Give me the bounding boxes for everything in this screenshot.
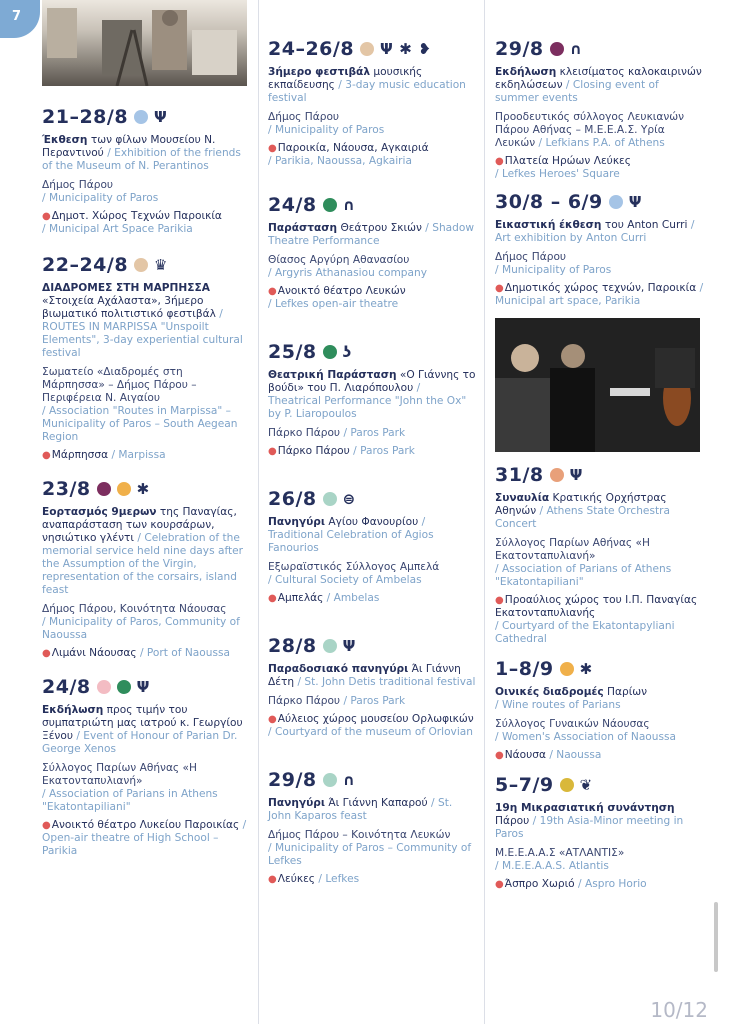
event-title: 19η Μικρασιατική συνάντηση [495, 802, 675, 814]
event-organizer: Σωματείο «Διαδρομές στη Μάρπησσα» – Δήμος Πάρου – Περιφέρεια Ν. Αιγαίου [42, 366, 197, 404]
event-location-en: Parikia, Naoussa, Agkairia [274, 155, 412, 167]
event-organizer: Σύλλογος Γυναικών Νάουσας [495, 718, 650, 730]
arch-icon: ∩ [342, 196, 356, 214]
flower-icon: ❦ [579, 776, 593, 794]
event-organizer: Προοδευτικός σύλλογος Λευκιανών Πάρου Αθήνας – Μ.Ε.Ε.Α.Σ. Υρία Λευκών [495, 111, 685, 149]
category-dot [323, 639, 337, 653]
location-pin-icon: ● [495, 750, 504, 761]
event-location: Αύλειος χώρος μουσείου Ορλωφικών [277, 713, 474, 725]
location-pin-icon: ● [495, 595, 504, 606]
event-location-en: Lefkes Heroes' Square [501, 168, 620, 180]
event-date: 29/8 [495, 38, 544, 60]
event-organizer: Δήμος Πάρου [495, 251, 567, 263]
event-location-en: Municipal art space, Parikia [495, 295, 641, 307]
event-date: 21–28/8 [42, 106, 129, 128]
event-31-8: 31/8 Ψ Συναυλία Κρατικής Ορχήστρας Αθηνών / Athens State Orchestra Concert Σύλλογος Παρίων Αθήνας «Η Εκατονταπυλιανή» / Association of Parians of Athens "Ekatontapiliani" ●Προαύλιος χώρος του Ι.Π. Παναγίας Εκατονταπυλιανής / Courtyard of the Ekatontapyliani Cathedral [495, 464, 698, 645]
event-organizer: Δήμος Πάρου [268, 111, 340, 123]
event-29-8-closing: 29/8 ∩ Εκδήλωση κλεισίματος καλοκαιρινών εκδηλώσεων / Closing event of summer events Προοδευτικός σύλλογος Λευκιανών Πάρου Αθήνας – Μ.Ε.Ε.Α.Σ. Υρία Λευκών / Lefkians P.A. of Athens ●Πλατεία Ηρώων Λεύκες / Lefkes Heroes' Square [495, 38, 702, 180]
category-dot [117, 482, 131, 496]
event-date: 25/8 [268, 341, 317, 363]
event-title: Συναυλία [495, 492, 550, 504]
event-location-en: Municipal Art Space Parikia [48, 223, 193, 235]
art-icon: Ψ [380, 40, 394, 58]
event-organizer-en: Association of Parians in Athens "Ekatontapiliani" [42, 788, 218, 813]
event-title-en: Closing event of summer events [495, 79, 659, 104]
category-dot [609, 195, 623, 209]
category-dot [323, 773, 337, 787]
event-location: Μάρπησσα [51, 449, 109, 461]
event-location: Άσπρο Χωριό [504, 878, 575, 890]
event-organizer-en: Municipality of Paros, Community of Naoussa [42, 616, 240, 641]
event-22-24-8: 22–24/8 ♛ ΔΙΑΔΡΟΜΕΣ ΣΤΗ ΜΑΡΠΗΣΣΑ «Στοιχεία Αχάλαστα», 3ήμερο βιωματικό πολιτιστικό φεστιβάλ / ROUTES IN MARPISSA "Unspoilt Elements", 3-day experiential cultural festival Σωματείο «Διαδρομές στη Μάρπησσα» – Δήμος Πάρου – Περιφέρεια Ν. Αιγαίου / Association "Routes in Marpissa" – Municipality of Paros – South Aegean Region ●Μάρπησσα / Marpissa [42, 254, 243, 461]
event-organizer-en: Paros Park [350, 695, 406, 707]
event-date: 31/8 [495, 464, 544, 486]
event-location-en: Ambelas [333, 592, 380, 604]
event-29-8-kaparos: 29/8 ∩ Πανηγύρι Άι Γιάννη Καπαρού / St. John Kaparos feast Δήμος Πάρου – Κοινότητα Λευκών / Municipality of Paros – Community of Lefkes ●Λεύκες / Lefkes [268, 769, 472, 885]
event-title: Εκδήλωση [42, 704, 104, 716]
category-dot [560, 662, 574, 676]
event-organizer: Δήμος Πάρου, Κοινότητα Νάουσας [42, 603, 227, 615]
category-dot [550, 42, 564, 56]
column-3 [495, 0, 705, 1024]
event-title-rest: «Ο Γιάννης το βούδι» του Π. Λιαρόπουλου [268, 369, 476, 394]
event-date: 29/8 [268, 769, 317, 791]
event-organizer: Πάρκο Πάρου [268, 427, 341, 439]
event-title-rest: του Anton Curri [601, 219, 688, 231]
event-title: Πανηγύρι [268, 797, 325, 809]
column-divider [484, 0, 485, 1024]
event-title-rest: Κρατικής Ορχήστρας Αθηνών [495, 492, 667, 517]
event-title-rest: Παρίων [603, 686, 648, 698]
event-date: 5–7/9 [495, 774, 554, 796]
category-dot [117, 680, 131, 694]
art-icon: Ψ [628, 193, 642, 211]
event-title: Έκθεση [42, 134, 88, 146]
event-date: 1–8/9 [495, 658, 554, 680]
event-28-8: 28/8 Ψ Παραδοσιακό πανηγύρι Άι Γιάννη Δέτη / St. John Detis traditional festival Πάρκο Πάρου / Paros Park ●Αύλειος χώρος μουσείου Ορλωφικών / Courtyard of the museum of Orlovian [268, 635, 476, 738]
event-title: ΔΙΑΔΡΟΜΕΣ ΣΤΗ ΜΑΡΠΗΣΣΑ [42, 282, 210, 294]
column-2 [268, 0, 476, 1024]
event-title-rest: Άι Γιάννη Δέτη [268, 663, 461, 688]
category-dot [550, 468, 564, 482]
event-organizer-en: Association of Parians of Athens "Ekatontapiliani" [495, 563, 672, 588]
event-organizer-en: Municipality of Paros [501, 264, 612, 276]
art-icon: Ψ [569, 466, 583, 484]
event-title-rest: προς τιμήν του συμπατριώτη μας ιατρού κ. Γεωργίου Ξένου [42, 704, 243, 742]
page-counter: 10/12 [650, 998, 708, 1022]
event-organizer: Σύλλογος Παρίων Αθήνας «Η Εκατονταπυλιανή» [495, 537, 650, 562]
event-organizer-en: Women's Association of Naoussa [501, 731, 677, 743]
event-location-en: Courtyard of the museum of Orlovian [274, 726, 473, 738]
art-icon: Ψ [342, 637, 356, 655]
event-title-rest: «Στοιχεία Αχάλαστα», 3ήμερο βιωματικό πολιτιστικό φεστιβάλ [42, 295, 216, 320]
museum-photo [42, 0, 247, 86]
drum-icon: ⊜ [342, 490, 356, 508]
location-pin-icon: ● [268, 593, 277, 604]
column-divider [258, 0, 259, 1024]
location-pin-icon: ● [268, 143, 277, 154]
event-23-8: 23/8 ✱ Εορτασμός 9μερων της Παναγίας, αναπαράσταση των κουρσάρων, νησιώτικο γλέντι / Celebration of the memorial service held nine days after the Assumption of the Virgin, representation of the corsairs, island feast Δήμος Πάρου, Κοινότητα Νάουσας / Municipality of Paros, Community of Naoussa ●Λιμάνι Νάουσας / Port of Naoussa [42, 478, 244, 659]
event-location: Αμπελάς [277, 592, 324, 604]
event-title-rest: κλεισίματος καλοκαιρινών εκδηλώσεων [495, 66, 702, 91]
category-dot [134, 110, 148, 124]
page-badge: 7 [0, 0, 40, 38]
event-date: 30/8 – 6/9 [495, 191, 603, 213]
event-organizer: Θίασος Αργύρη Αθανασίου [268, 254, 410, 266]
star-icon: ✱ [579, 660, 593, 678]
event-organizer: Μ.Ε.Ε.Α.Α.Σ «ΑΤΛΑΝΤΙΣ» [495, 847, 625, 859]
event-organizer-en: Argyris Athanasiou company [274, 267, 428, 279]
event-title-rest: μουσικής εκπαίδευσης [268, 66, 423, 91]
event-title: Εκδήλωση [495, 66, 557, 78]
event-organizer: Εξωραϊστικός Σύλλογος Αμπελά [268, 561, 440, 573]
art-icon: Ψ [136, 678, 150, 696]
event-title-en: Celebration of the memorial service held nine days after the Assumption of the Virgin, representation of the corsairs, island feast [42, 532, 244, 596]
column-1 [42, 0, 248, 1024]
event-24-8-honour: 24/8 Ψ Εκδήλωση προς τιμήν του συμπατριώτη μας ιατρού κ. Γεωργίου Ξένου / Event of Honour of Parian Dr. George Xenos Σύλλογος Παρίων Αθήνας «Η Εκατονταπυλιανή» / Association of Parians in Athens "Ekatontapiliani" ●Ανοικτό θέατρο Λυκείου Παροικίας / Open-air theatre of High School – Parikia [42, 676, 247, 857]
category-dot [97, 482, 111, 496]
event-location: Νάουσα [504, 749, 546, 761]
event-title-en: Event of Honour of Parian Dr. George Xenos [42, 730, 238, 755]
event-date: 24–26/8 [268, 38, 355, 60]
scrollbar[interactable] [714, 902, 718, 972]
event-location-en: Lefkes [325, 873, 360, 885]
star-icon: ✱ [136, 480, 150, 498]
location-pin-icon: ● [268, 714, 277, 725]
category-dot [323, 345, 337, 359]
event-title-rest: της Παναγίας, αναπαράσταση των κουρσάρων, νησιώτικο γλέντι [42, 506, 237, 544]
location-pin-icon: ● [495, 879, 504, 890]
event-title-en: Traditional Celebration of Agios Fanourios [268, 529, 434, 554]
event-title-en: ROUTES IN MARPISSA "Unspoilt Elements", 3-day experiential cultural festival [42, 321, 243, 359]
event-title-en: 3-day music education festival [268, 79, 466, 104]
arch-icon: ∩ [342, 771, 356, 789]
event-1-8-9: 1–8/9 ✱ Οινικές διαδρομές Παρίων / Wine routes of Parians Σύλλογος Γυναικών Νάουσας / Women's Association of Naoussa ●Νάουσα / Naoussa [495, 658, 677, 761]
event-title-en: Art exhibition by Anton Curri [495, 232, 647, 244]
event-21-28-8: 21–28/8 Ψ Έκθεση των φίλων Μουσείου Ν. Περαντινού / Exhibition of the friends of the Museum of N. Perantinos Δήμος Πάρου / Municipality of Paros ●Δημοτ. Χώρος Τεχνών Παροικία / Municipal Art Space Parikia [42, 106, 241, 235]
event-organizer: Δήμος Πάρου – Κοινότητα Λευκών [268, 829, 451, 841]
event-location: Λεύκες [277, 873, 316, 885]
event-title-rest: Άι Γιάννη Καπαρού [324, 797, 428, 809]
arch-icon: ∩ [569, 40, 583, 58]
category-dot [323, 492, 337, 506]
event-title-en: St. John Detis traditional festival [304, 676, 476, 688]
category-dot [360, 42, 374, 56]
event-organizer-en: Cultural Society of Ambelas [274, 574, 422, 586]
event-location: Πάρκο Πάρου [277, 445, 350, 457]
category-dot [323, 198, 337, 212]
event-title: Θεατρική Παράσταση [268, 369, 397, 381]
art-icon: Ψ [154, 108, 168, 126]
event-organizer-en: Paros Park [350, 427, 406, 439]
event-location: Προαύλιος χώρος του Ι.Π. Παναγίας Εκατονταπυλιανής [495, 594, 698, 619]
event-date: 22–24/8 [42, 254, 129, 276]
location-pin-icon: ● [42, 648, 51, 659]
event-title-rest: των φίλων Μουσείου Ν. Περαντινού [42, 134, 216, 159]
event-location-en: Paros Park [360, 445, 415, 457]
event-organizer: Πάρκο Πάρου [268, 695, 341, 707]
event-date: 24/8 [42, 676, 91, 698]
event-location-en: Marpissa [118, 449, 166, 461]
event-location: Δημοτικός χώρος τεχνών, Παροικία [504, 282, 697, 294]
crown-icon: ♛ [154, 256, 168, 274]
event-title-en: Shadow Theatre Performance [268, 222, 475, 247]
event-title-en: St. John Kaparos feast [268, 797, 453, 822]
event-title: 3ήμερο φεστιβάλ [268, 66, 371, 78]
location-pin-icon: ● [495, 283, 504, 294]
event-location: Παροικία, Νάουσα, Αγκαιριά [277, 142, 429, 154]
star-icon: ✱ [399, 40, 413, 58]
location-pin-icon: ● [42, 820, 51, 831]
location-pin-icon: ● [42, 211, 51, 222]
event-title: Οινικές διαδρομές [495, 686, 604, 698]
location-pin-icon: ● [268, 286, 277, 297]
event-date: 24/8 [268, 194, 317, 216]
event-date: 23/8 [42, 478, 91, 500]
location-pin-icon: ● [268, 874, 277, 885]
event-date: 28/8 [268, 635, 317, 657]
event-title-rest: Αγίου Φανουρίου [324, 516, 419, 528]
event-title-rest: Θεάτρου Σκιών [337, 222, 422, 234]
event-organizer-en: Municipality of Paros [274, 124, 385, 136]
event-30-8-6-9: 30/8 – 6/9 Ψ Εικαστική έκθεση του Anton Curri / Art exhibition by Anton Curri Δήμος Πάρου / Municipality of Paros ●Δημοτικός χώρος τεχνών, Παροικία / Municipal art space, Parikia [495, 191, 704, 307]
mask-icon: ʖ [342, 343, 352, 361]
event-location: Ανοικτό θέατρο Λευκών [277, 285, 406, 297]
event-organizer-en: M.E.E.A.A.S. Atlantis [501, 860, 609, 872]
event-title: Εορτασμός 9μερων [42, 506, 157, 518]
event-organizer-en: Lefkians P.A. of Athens [545, 137, 665, 149]
event-location-en: Lefkes open-air theatre [274, 298, 399, 310]
category-dot [97, 680, 111, 694]
event-5-7-9: 5–7/9 ❦ 19η Μικρασιατική συνάντηση Πάρου / 19th Asia-Minor meeting in Paros Μ.Ε.Ε.Α.Α.Σ «ΑΤΛΑΝΤΙΣ» / M.E.E.A.A.S. Atlantis ●Άσπρο Χωριό / Aspro Horio [495, 774, 684, 890]
event-title: Εικαστική έκθεση [495, 219, 602, 231]
event-organizer-en: Association "Routes in Marpissa" – Municipality of Paros – South Aegean Region [42, 405, 238, 443]
event-26-8: 26/8 ⊜ Πανηγύρι Αγίου Φανουρίου / Traditional Celebration of Agios Fanourios Εξωραϊστικός Σύλλογος Αμπελά / Cultural Society of Ambelas ●Αμπελάς / Ambelas [268, 488, 440, 604]
event-title: Παραδοσιακό πανηγύρι [268, 663, 409, 675]
event-date: 26/8 [268, 488, 317, 510]
event-location-en: Port of Naoussa [146, 647, 230, 659]
category-dot [560, 778, 574, 792]
location-pin-icon: ● [268, 446, 277, 457]
event-location: Λιμάνι Νάουσας [51, 647, 137, 659]
event-24-26-8: 24–26/8 Ψ ✱ ❥ 3ήμερο φεστιβάλ μουσικής εκπαίδευσης / 3-day music education festival Δήμος Πάρου / Municipality of Paros ●Παροικία, Νάουσα, Αγκαιριά / Parikia, Naoussa, Agkairia [268, 38, 466, 167]
event-title: Παράσταση [268, 222, 338, 234]
event-location-en: Aspro Horio [584, 878, 647, 890]
event-organizer: Σύλλογος Παρίων Αθήνας «Η Εκατονταπυλιανή» [42, 762, 197, 787]
orchestra-photo [495, 318, 700, 452]
event-25-8: 25/8 ʖ Θεατρική Παράσταση «Ο Γιάννης το βούδι» του Π. Λιαρόπουλου / Theatrical Performance "John the Ox" by P. Liaropoulos Πάρκο Πάρου / Paros Park ●Πάρκο Πάρου / Paros Park [268, 341, 476, 457]
location-pin-icon: ● [495, 156, 504, 167]
event-organizer-en: Municipality of Paros – Community of Lefkes [268, 842, 472, 867]
event-title-en: Athens State Orchestra Concert [495, 505, 670, 530]
event-title-en: Exhibition of the friends of the Museum of N. Perantinos [42, 147, 241, 172]
event-location-en: Courtyard of the Ekatontapyliani Cathedral [495, 620, 675, 645]
event-title: Πανηγύρι [268, 516, 325, 528]
category-dot [134, 258, 148, 272]
event-location: Δημοτ. Χώρος Τεχνών Παροικία [51, 210, 222, 222]
event-location: Ανοικτό θέατρο Λυκείου Παροικίας [51, 819, 240, 831]
event-title-en: Wine routes of Parians [501, 699, 621, 711]
event-location-en: Naoussa [556, 749, 602, 761]
event-location-en: Open-air theatre of High School – Parikia [42, 832, 219, 857]
leaf-icon: ❥ [418, 40, 432, 58]
event-24-8-shadow: 24/8 ∩ Παράσταση Θεάτρου Σκιών / Shadow Theatre Performance Θίασος Αργύρη Αθανασίου / Argyris Athanasiou company ●Ανοικτό θέατρο Λευκών / Lefkes open-air theatre [268, 194, 475, 310]
event-organizer-en: Municipality of Paros [48, 192, 159, 204]
location-pin-icon: ● [42, 450, 51, 461]
event-location: Πλατεία Ηρώων Λεύκες [504, 155, 632, 167]
event-title-rest: Πάρου [495, 815, 530, 827]
event-title-en: Theatrical Performance "John the Ox" by P. Liaropoulos [268, 395, 467, 420]
event-organizer: Δήμος Πάρου [42, 179, 114, 191]
event-title-en: 19th Asia-Minor meeting in Paros [495, 815, 684, 840]
